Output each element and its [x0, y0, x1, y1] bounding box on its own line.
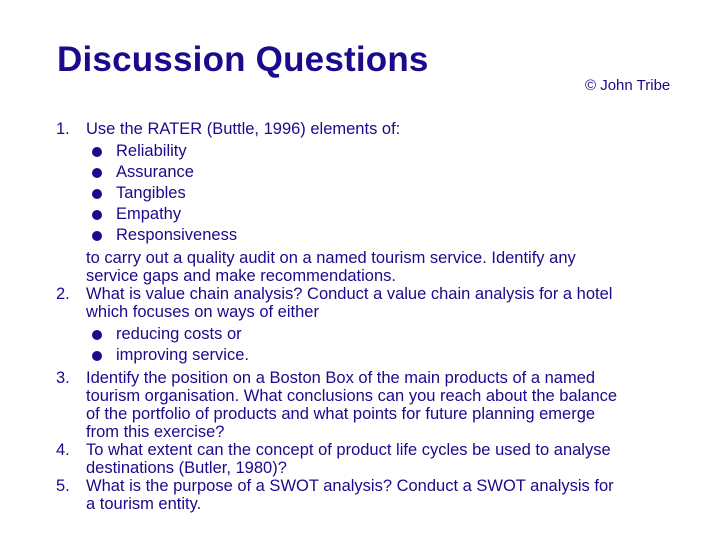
- list-item-label: Responsiveness: [116, 226, 238, 244]
- question-number: 4.: [56, 441, 70, 459]
- question-text: What is the purpose of a SWOT analysis? Conduct a SWOT analysis for: [86, 477, 614, 495]
- question-number: 1.: [56, 120, 70, 138]
- question-text: What is value chain analysis? Conduct a value chain analysis for a hotel: [86, 285, 613, 303]
- question-text: from this exercise?: [86, 423, 225, 441]
- question-1: [56, 120, 696, 285]
- question-text: tourism organisation. What conclusions can you reach about the balance: [86, 387, 618, 405]
- question-text: which focuses on ways of either: [86, 303, 319, 321]
- question-text: destinations (Butler, 1980)?: [86, 459, 287, 477]
- question-list: [56, 120, 696, 513]
- list-item-label: reducing costs or: [116, 325, 242, 343]
- list-item-label: Tangibles: [116, 184, 186, 202]
- bullet-dot-icon: [92, 351, 102, 361]
- question-text: of the portfolio of products and what points for future planning emerge: [86, 405, 596, 423]
- list-item: [86, 162, 696, 183]
- bullet-dot-icon: [92, 168, 102, 178]
- question-text: Identify the position on a Boston Box of the main products of a named: [86, 369, 596, 387]
- list-item: [86, 345, 696, 366]
- question-text: To what extent can the concept of product life cycles be used to analyse: [86, 441, 611, 459]
- question-text: to carry out a quality audit on a named tourism service. Identify any: [86, 249, 576, 267]
- value-chain-options-list: [86, 324, 696, 366]
- question-2: [56, 285, 696, 366]
- question-number: 5.: [56, 477, 70, 495]
- slide-title: Discussion Questions: [57, 40, 429, 79]
- copyright-notice: © John Tribe: [585, 77, 671, 94]
- list-item-label: Assurance: [116, 163, 194, 181]
- list-item: [86, 204, 696, 225]
- question-text: Use the RATER (Buttle, 1996) elements of:: [86, 120, 401, 138]
- bullet-dot-icon: [92, 210, 102, 220]
- question-3: [56, 369, 696, 441]
- bullet-dot-icon: [92, 231, 102, 241]
- question-number: 2.: [56, 285, 70, 303]
- bullet-dot-icon: [92, 330, 102, 340]
- list-item-label: Empathy: [116, 205, 182, 223]
- bullet-dot-icon: [92, 189, 102, 199]
- list-item: [86, 183, 696, 204]
- bullet-dot-icon: [92, 147, 102, 157]
- question-text: service gaps and make recommendations.: [86, 267, 396, 285]
- rater-elements-list: [86, 141, 696, 246]
- list-item-label: improving service.: [116, 346, 249, 364]
- question-4: [56, 441, 696, 477]
- list-item: [86, 225, 696, 246]
- question-text: a tourism entity.: [86, 495, 202, 513]
- list-item: [86, 324, 696, 345]
- list-item-label: Reliability: [116, 142, 187, 160]
- question-number: 3.: [56, 369, 70, 387]
- question-5: [56, 477, 696, 513]
- list-item: [86, 141, 696, 162]
